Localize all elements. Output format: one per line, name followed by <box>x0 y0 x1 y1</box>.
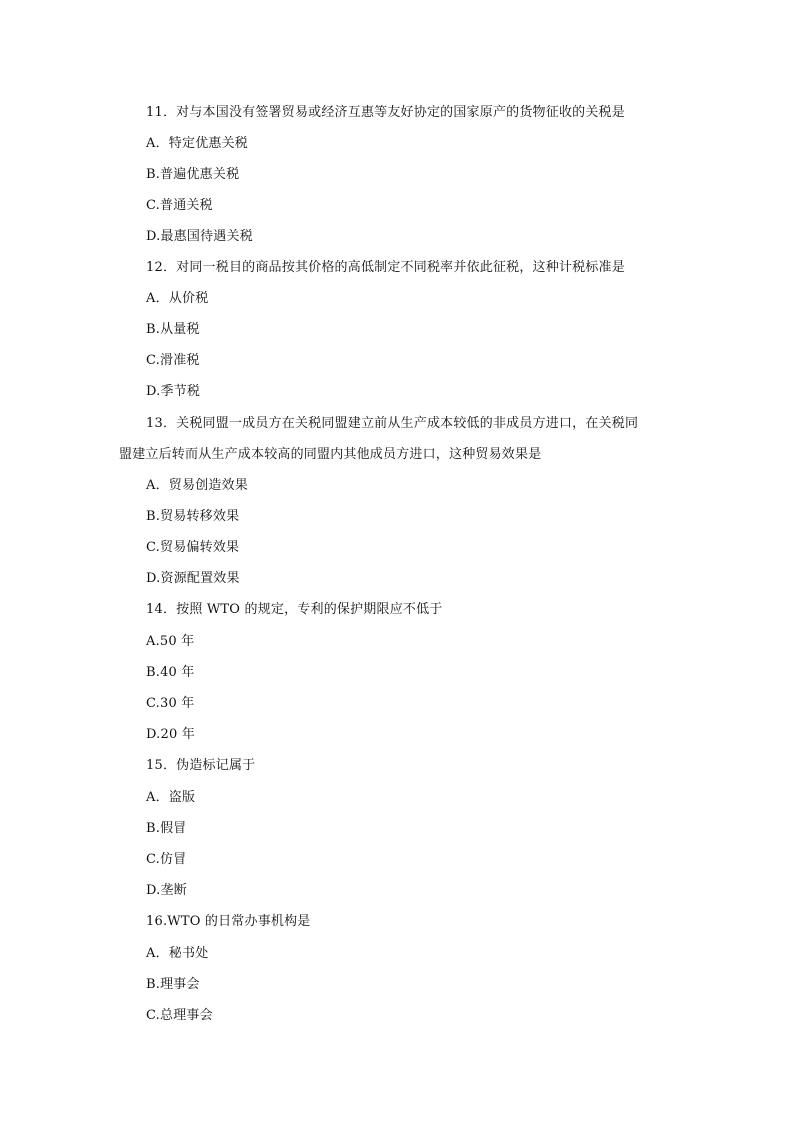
question-14-option-a: A.50 年 <box>146 634 195 649</box>
question-13-option-d: D.资源配置效果 <box>146 571 240 586</box>
question-11-option-a: A．特定优惠关税 <box>146 136 248 151</box>
question-13-stem-line-1: 13．关税同盟一成员方在关税同盟建立前从生产成本较低的非成员方进口，在关税同 <box>146 416 639 431</box>
question-11-option-b: B.普遍优惠关税 <box>146 167 240 182</box>
question-12-option-b: B.从量税 <box>146 322 200 337</box>
question-12-stem: 12．对同一税目的商品按其价格的高低制定不同税率并依此征税，这种计税标准是 <box>146 260 625 275</box>
question-14-stem: 14．按照 WTO 的规定，专利的保护期限应不低于 <box>146 602 443 617</box>
question-12-option-c: C.滑准税 <box>146 353 200 368</box>
question-14-option-c: C.30 年 <box>146 696 195 711</box>
question-16-option-c: C.总理事会 <box>146 1008 213 1023</box>
question-16-option-a: A．秘书处 <box>146 946 209 961</box>
question-11-option-c: C.普通关税 <box>146 198 213 213</box>
question-12-option-a: A．从价税 <box>146 291 209 306</box>
question-14-option-d: D.20 年 <box>146 727 195 742</box>
question-15-stem: 15．伪造标记属于 <box>146 758 256 773</box>
question-14-option-b: B.40 年 <box>146 665 195 680</box>
question-13-stem-line-2: 盟建立后转而从生产成本较高的同盟内其他成员方进口，这种贸易效果是 <box>119 447 542 462</box>
question-11-stem: 11．对与本国没有签署贸易或经济互惠等友好协定的国家原产的货物征收的关税是 <box>146 105 625 120</box>
question-16-stem: 16.WTO 的日常办事机构是 <box>146 914 311 929</box>
question-12-option-d: D.季节税 <box>146 384 201 399</box>
question-15-option-a: A．盗版 <box>146 790 196 805</box>
question-11-option-d: D.最惠国待遇关税 <box>146 229 253 244</box>
question-16-option-b: B.理事会 <box>146 977 200 992</box>
question-13-option-c: C.贸易偏转效果 <box>146 540 240 555</box>
question-13-option-a: A．贸易创造效果 <box>146 478 248 493</box>
question-15-option-d: D.垄断 <box>146 883 187 898</box>
question-15-option-b: B.假冒 <box>146 821 187 836</box>
question-13-option-b: B.贸易转移效果 <box>146 509 240 524</box>
question-15-option-c: C.仿冒 <box>146 852 187 867</box>
